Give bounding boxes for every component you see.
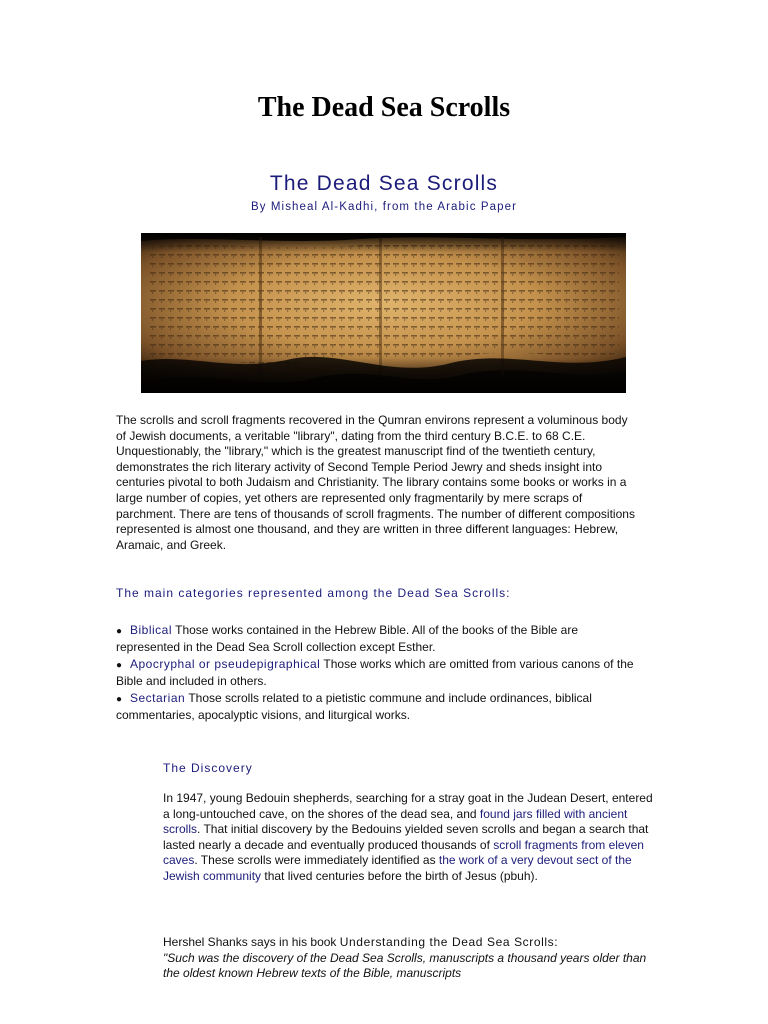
category-description: Those works contained in the Hebrew Bible. All of the books of the Bible are represented in the Dead Sea Scroll collection except Esther.	[116, 623, 579, 654]
category-description: Those works which are omitted from various canons of the Bible and included in others.	[116, 657, 634, 688]
article-subtitle: The Dead Sea Scrolls	[269, 172, 499, 195]
category-description: Those scrolls related to a pietistic commune and include ordinances, biblical commentaries, apocalyptic visions, and liturgical works.	[116, 691, 592, 722]
list-item	[116, 657, 636, 689]
quote-intro: Hershel Shanks says in his book	[163, 935, 340, 949]
intro-paragraph: The scrolls and scroll fragments recovered in the Qumran environs represent a voluminous body of Jewish documents, a veritable "library", dating from the third century B.C.E. to 68 C.E. Unquestionably, the "library," which is the greatest manuscript find of the twentieth century, demonstrates the rich literary activity of Second Temple Period Jewry and sheds insight into centuries pivotal to both Judaism and Christianity. The library contains some books or works in a large number of copies, yet others are represented only fragmentarily by mere scraps of parchment. There are tens of thousands of scroll fragments. The number of different compositions represented is almost one thousand, and they are written in three different languages: Hebrew, Aramaic, and Greek.	[116, 413, 635, 552]
link-found-jars[interactable]: found jars filled with ancient scrolls	[163, 806, 628, 837]
bullet-icon: ●	[116, 626, 123, 637]
byline: By Misheal Al-Kadhi, from the Arabic Paper	[250, 201, 518, 213]
discovery-text: . These scrolls were immediately identified as	[194, 853, 439, 868]
page-title: The Dead Sea Scrolls	[257, 92, 511, 123]
bullet-icon: ●	[116, 660, 123, 672]
list-item	[116, 623, 636, 655]
category-term: Sectarian	[130, 691, 186, 706]
discovery-text: . That initial discovery by the Bedouins yielded seven scrolls and began a search that lasted nearly a decade and eventually produced thousands of	[163, 822, 649, 852]
discovery-paragraph	[163, 791, 653, 885]
link-devout-sect[interactable]: the work of a very devout sect of the Jewish community	[163, 853, 632, 883]
quote-text: "Such was the discovery of the Dead Sea Scrolls, manuscripts a thousand years older than the oldest known Hebrew texts of the Bible, manuscripts	[163, 950, 647, 981]
list-item	[116, 691, 636, 723]
categories-list	[116, 623, 636, 726]
scroll-photo	[141, 233, 626, 393]
category-term: Biblical	[130, 623, 173, 637]
bullet-icon: ●	[116, 694, 123, 706]
discovery-text: that lived centuries before the birth of Jesus (pbuh).	[261, 868, 538, 883]
quote-colon: :	[554, 935, 558, 949]
discovery-heading: The Discovery	[163, 761, 253, 775]
link-scroll-fragments[interactable]: scroll fragments from eleven caves	[163, 837, 644, 868]
category-term: Apocryphal or pseudepigraphical	[130, 657, 321, 672]
categories-heading: The main categories represented among the Dead Sea Scrolls:	[116, 586, 511, 600]
book-title: Understanding the Dead Sea Scrolls	[339, 935, 555, 949]
discovery-text: In 1947, young Bedouin shepherds, searching for a stray goat in the Judean Desert, entered a long-untouched cave, on the shores of the dead sea, and	[163, 791, 653, 821]
quote-paragraph	[163, 935, 653, 982]
